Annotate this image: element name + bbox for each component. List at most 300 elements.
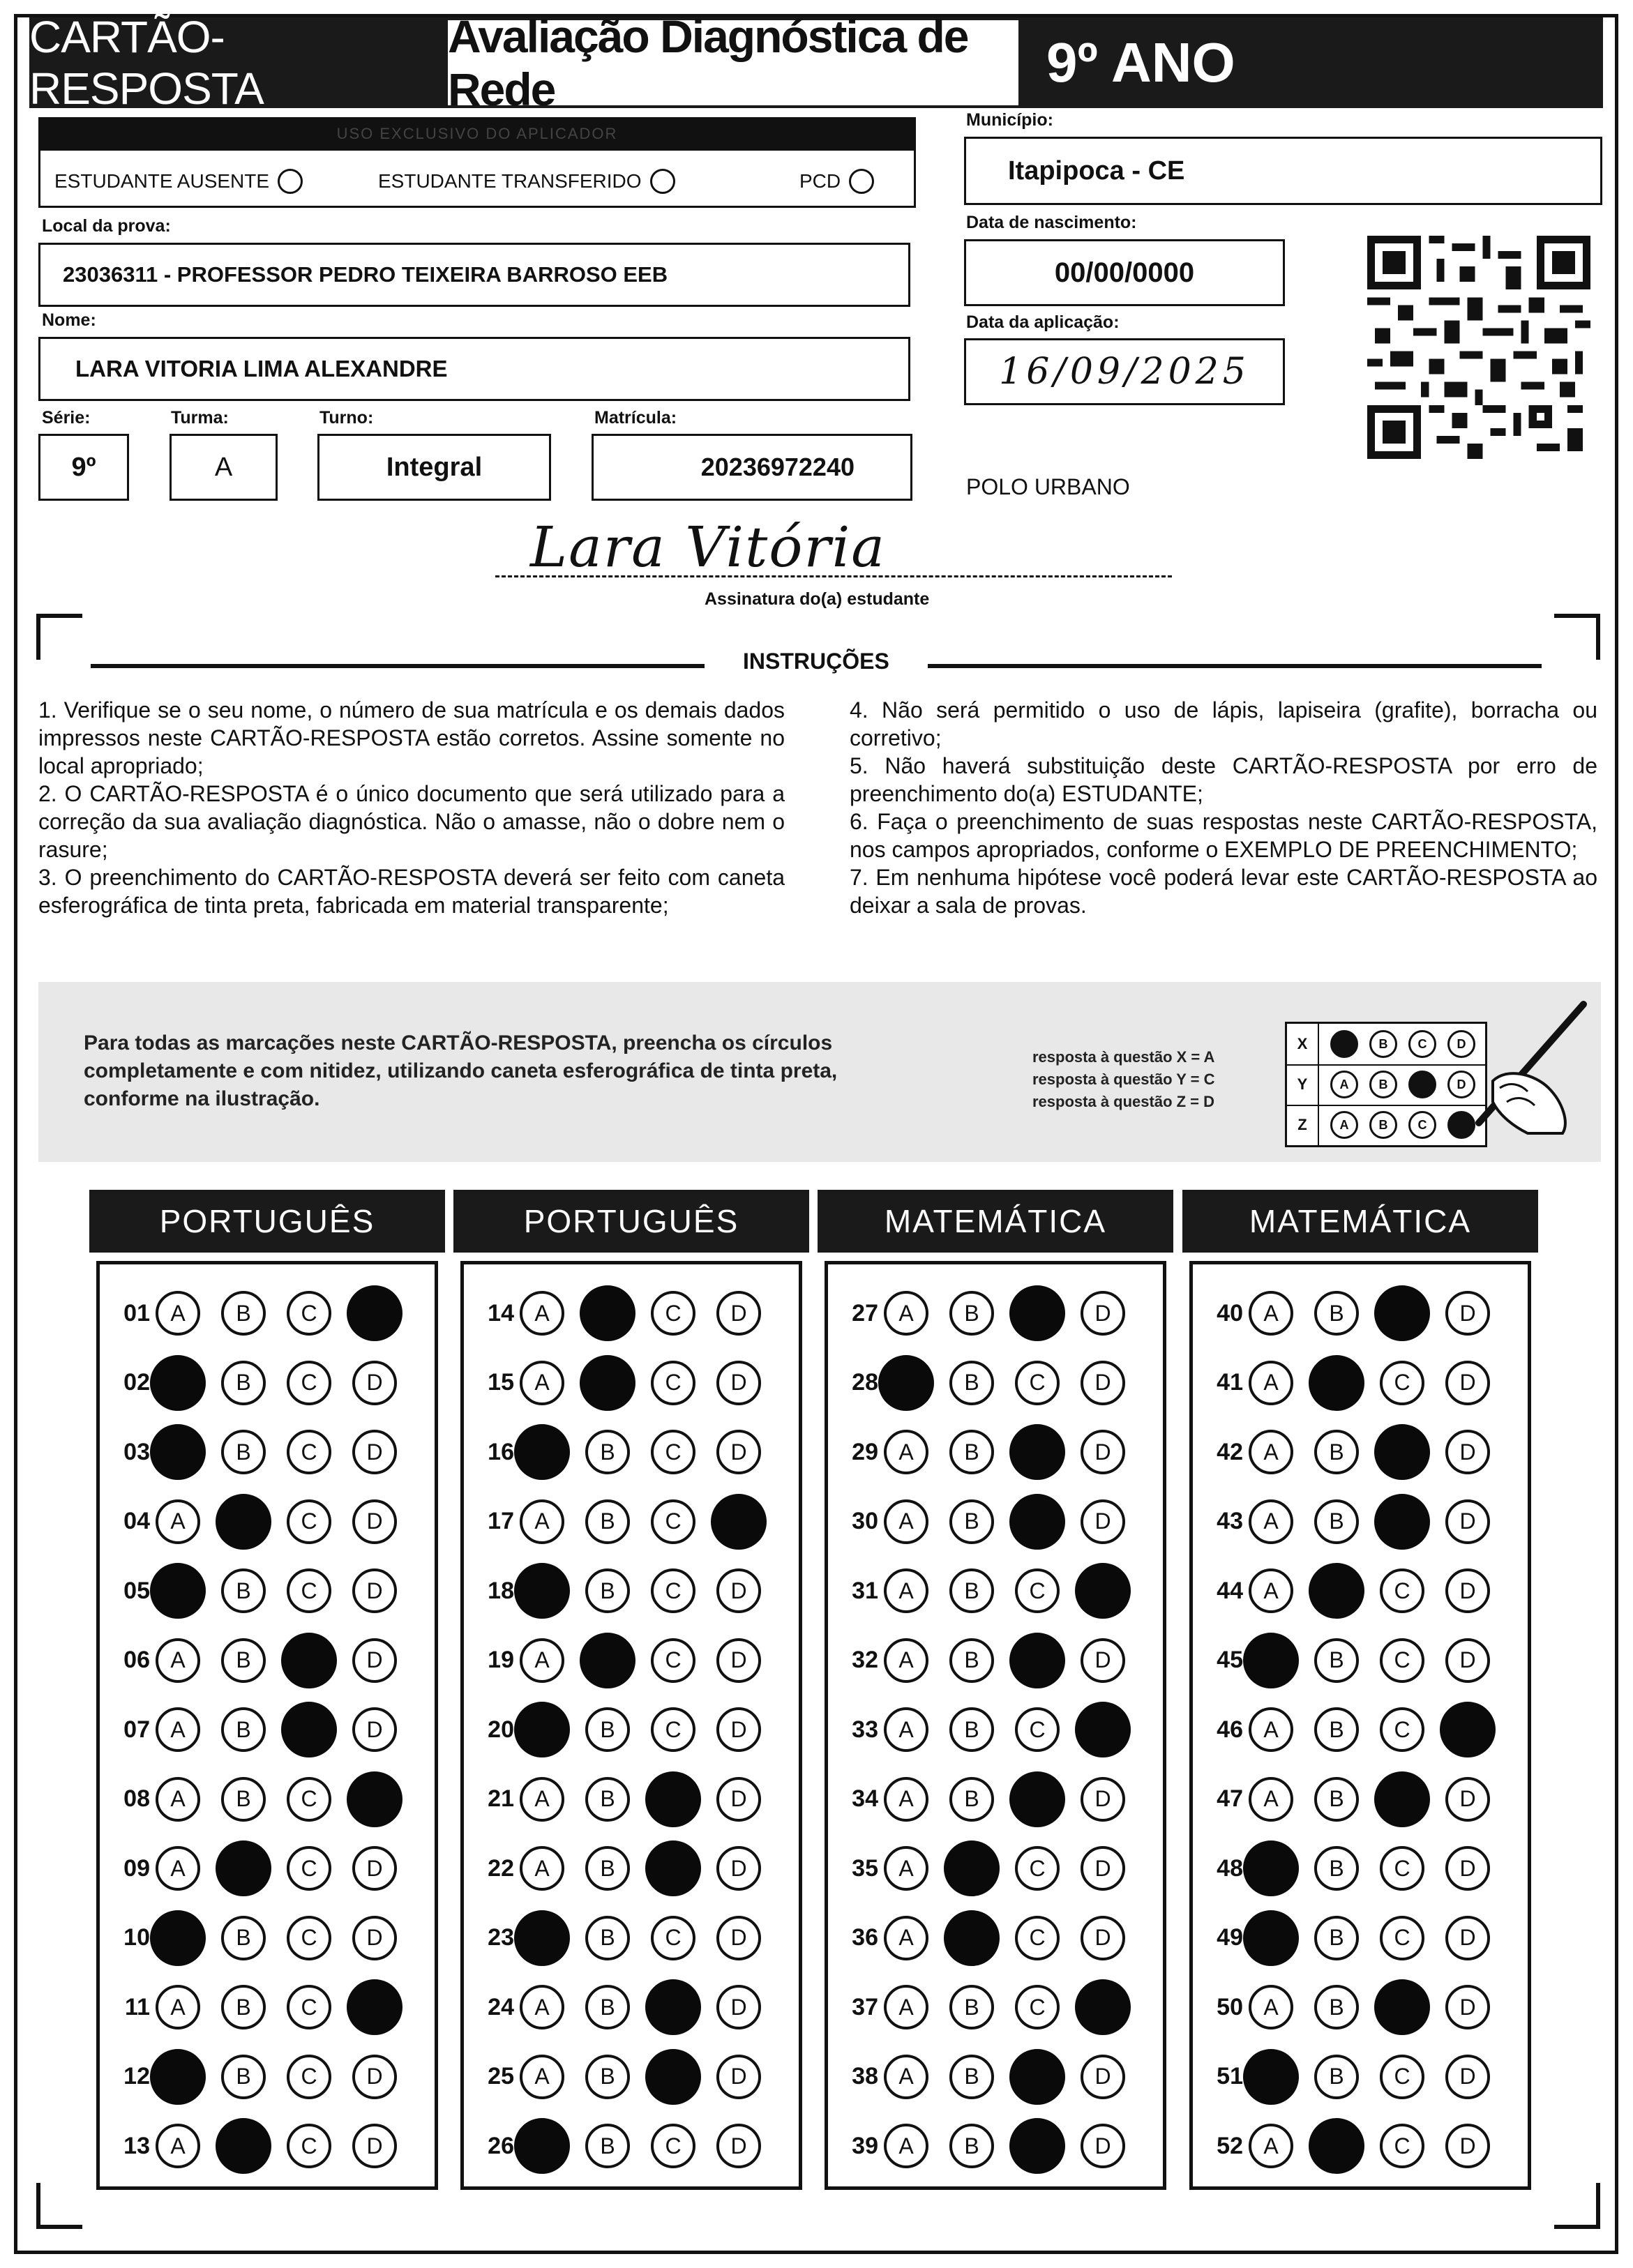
applicator-bar: USO EXCLUSIVO DO APLICADOR — [38, 117, 916, 151]
answer-bubble-filled[interactable] — [580, 1355, 635, 1411]
answer-row — [107, 2111, 397, 2181]
answer-bubble[interactable]: C — [651, 1568, 695, 1613]
answer-bubble[interactable]: C — [287, 1916, 331, 1960]
answer-bubble[interactable]: A — [520, 1846, 564, 1891]
answer-bubble[interactable]: D — [1445, 1846, 1490, 1891]
answer-bubble-filled[interactable] — [281, 1702, 337, 1757]
answer-bubble[interactable]: D — [352, 1361, 397, 1405]
question-number: 23 — [488, 1924, 514, 1951]
answer-bubble[interactable]: A — [156, 1985, 200, 2029]
answer-row — [471, 1903, 761, 1973]
answer-bubble[interactable]: B — [1314, 2055, 1359, 2099]
answer-bubble[interactable]: B — [949, 1361, 994, 1405]
answer-bubble[interactable]: B — [1314, 1846, 1359, 1891]
answer-bubble[interactable]: B — [221, 1361, 266, 1405]
answer-bubble-filled[interactable] — [216, 1494, 271, 1550]
question-number: 12 — [123, 2063, 150, 2089]
answer-bubble[interactable]: A — [1249, 1707, 1293, 1752]
question-number: 40 — [1217, 1299, 1243, 1326]
answer-bubble-filled[interactable] — [1374, 1285, 1430, 1341]
answer-bubble[interactable]: A — [884, 1430, 928, 1474]
answer-bubble[interactable]: D — [716, 1846, 761, 1891]
answer-bubble[interactable]: D — [1445, 1291, 1490, 1336]
answer-bubble[interactable]: C — [287, 1291, 331, 1336]
answer-bubble[interactable]: C — [651, 1291, 695, 1336]
answer-bubble-filled[interactable] — [347, 1771, 402, 1827]
answer-bubble-filled[interactable] — [944, 1910, 1000, 1966]
answer-bubble[interactable]: A — [884, 1777, 928, 1822]
answer-row — [471, 1417, 761, 1487]
answer-bubble[interactable]: C — [651, 1430, 695, 1474]
answer-bubble[interactable]: C — [1380, 1707, 1424, 1752]
answer-bubble-filled[interactable] — [281, 1633, 337, 1688]
answer-bubble[interactable]: D — [352, 2055, 397, 2099]
answer-bubble[interactable]: B — [221, 1707, 266, 1752]
option-absent[interactable] — [54, 169, 303, 194]
answer-bubble[interactable]: A — [520, 1638, 564, 1683]
nome-field: LARA VITORIA LIMA ALEXANDRE — [38, 337, 910, 401]
answer-bubble[interactable]: B — [221, 1430, 266, 1474]
answer-bubble[interactable]: B — [221, 2055, 266, 2099]
instruction-3: 3. O preenchimento do CARTÃO-RESPOSTA deverá ser feito com caneta esferográfica de tinta preta, fabricada em material transparente; — [38, 865, 785, 918]
answer-bubble-filled[interactable] — [1009, 2118, 1065, 2174]
answer-bubble[interactable]: B — [221, 1291, 266, 1336]
answer-bubble[interactable]: A — [520, 1499, 564, 1544]
answer-bubble[interactable]: A — [884, 1916, 928, 1960]
answer-bubble-filled[interactable] — [1009, 2049, 1065, 2105]
answer-bubble[interactable]: D — [1081, 2055, 1125, 2099]
signature-handwriting: Lara Vitória — [530, 515, 886, 580]
answer-row — [1200, 1695, 1490, 1764]
answer-row — [107, 1972, 397, 2042]
answer-bubble[interactable]: A — [156, 1638, 200, 1683]
answer-bubble-filled[interactable] — [711, 1494, 767, 1550]
answer-bubble[interactable]: B — [1314, 1985, 1359, 2029]
answer-bubble[interactable]: D — [1081, 1916, 1125, 1960]
answer-bubble[interactable]: C — [1380, 1846, 1424, 1891]
example-row-key: Z — [1287, 1105, 1319, 1145]
header-exam-title: Avaliação Diagnóstica de Rede — [448, 17, 1018, 108]
example-bubble: C — [1408, 1030, 1436, 1058]
answer-bubble[interactable]: D — [1081, 1430, 1125, 1474]
answer-row — [471, 1834, 761, 1903]
answer-bubble[interactable]: D — [716, 1777, 761, 1822]
answer-bubble[interactable]: B — [949, 1638, 994, 1683]
answer-bubble-filled[interactable] — [1009, 1494, 1065, 1550]
answer-bubble-filled[interactable] — [580, 1285, 635, 1341]
answer-bubble-filled[interactable] — [1243, 1840, 1299, 1896]
answer-bubble[interactable]: C — [651, 1361, 695, 1405]
answer-bubble[interactable]: B — [949, 1430, 994, 1474]
answer-bubble[interactable]: D — [1445, 1777, 1490, 1822]
answer-bubble-filled[interactable] — [1374, 1424, 1430, 1480]
answer-row — [835, 1903, 1125, 1973]
answer-bubble[interactable]: D — [716, 1985, 761, 2029]
answer-bubble[interactable]: D — [1081, 1777, 1125, 1822]
answer-bubble[interactable]: C — [651, 1916, 695, 1960]
example-bubble — [1330, 1030, 1358, 1058]
answer-bubble[interactable]: A — [1249, 1430, 1293, 1474]
answer-bubble[interactable]: C — [1015, 1916, 1060, 1960]
nascimento-label: Data de nascimento: — [966, 213, 1137, 232]
answer-bubble[interactable]: B — [585, 1916, 630, 1960]
answer-bubble[interactable]: B — [1314, 1638, 1359, 1683]
question-number: 10 — [123, 1924, 150, 1951]
answer-row — [835, 1417, 1125, 1487]
answer-bubble[interactable]: D — [1445, 1568, 1490, 1613]
answer-bubble[interactable]: C — [651, 1499, 695, 1544]
answer-bubble-filled[interactable] — [878, 1355, 934, 1411]
answer-bubble[interactable]: D — [352, 1638, 397, 1683]
answer-bubble[interactable]: D — [1445, 1638, 1490, 1683]
answer-bubble[interactable]: B — [585, 1985, 630, 2029]
answer-row — [471, 2042, 761, 2112]
answer-bubble[interactable]: A — [884, 1707, 928, 1752]
question-number: 02 — [123, 1369, 150, 1396]
instruction-1: 1. Verifique se o seu nome, o número de sua matrícula e os demais dados impressos neste CARTÃO-RESPOSTA estão corretos. Assine somente no local apropriado; — [38, 697, 785, 778]
answer-bubble[interactable]: B — [949, 1777, 994, 1822]
answer-bubble[interactable]: C — [1015, 1846, 1060, 1891]
turno-field: Integral — [317, 434, 551, 501]
municipio-field: Itapipoca - CE — [964, 137, 1602, 205]
question-number: 30 — [852, 1508, 878, 1534]
example-legend — [1032, 1046, 1214, 1113]
answer-bubble[interactable]: B — [585, 2124, 630, 2168]
answer-bubble[interactable]: C — [1380, 1361, 1424, 1405]
question-number: 14 — [488, 1299, 514, 1326]
answer-row — [471, 2111, 761, 2181]
question-number: 34 — [852, 1785, 878, 1812]
answer-bubble[interactable]: D — [1445, 1985, 1490, 2029]
question-number: 03 — [123, 1438, 150, 1465]
answer-bubble[interactable]: C — [287, 1361, 331, 1405]
answer-row — [1200, 1764, 1490, 1834]
answer-bubble[interactable]: B — [1314, 1430, 1359, 1474]
answer-bubble[interactable]: A — [884, 2055, 928, 2099]
answer-bubble-filled[interactable] — [1075, 1563, 1131, 1619]
answer-bubble-filled[interactable] — [645, 1771, 701, 1827]
option-absent-circle[interactable] — [278, 169, 303, 194]
answer-bubble[interactable]: C — [287, 1777, 331, 1822]
instructions-heading — [91, 649, 1542, 676]
answer-bubble[interactable]: C — [651, 1707, 695, 1752]
answer-bubble[interactable]: D — [1445, 2055, 1490, 2099]
signature-line — [495, 575, 1172, 577]
question-number: 43 — [1217, 1508, 1243, 1534]
aplicacao-field: 16/09/2025 — [964, 338, 1285, 405]
answer-column — [96, 1261, 438, 2190]
answer-bubble[interactable]: D — [352, 1707, 397, 1752]
answer-bubble[interactable]: B — [221, 1916, 266, 1960]
answer-row — [107, 1764, 397, 1834]
answer-row — [107, 1834, 397, 1903]
answer-bubble[interactable]: D — [716, 1638, 761, 1683]
answer-bubble[interactable]: C — [1380, 1568, 1424, 1613]
instructions-left — [38, 696, 785, 919]
answer-bubble[interactable]: B — [949, 1707, 994, 1752]
answer-bubble[interactable]: B — [585, 2055, 630, 2099]
option-pcd[interactable] — [799, 169, 874, 194]
option-transferred-label: ESTUDANTE TRANSFERIDO — [378, 170, 642, 192]
answer-row — [835, 1972, 1125, 2042]
answer-bubble-filled[interactable] — [1009, 1633, 1065, 1688]
answer-bubble-filled[interactable] — [944, 1840, 1000, 1896]
question-number: 37 — [852, 1993, 878, 2020]
qr-code — [1367, 236, 1590, 459]
answer-bubble-filled[interactable] — [1309, 1563, 1364, 1619]
answer-bubble-filled[interactable] — [1374, 1979, 1430, 2035]
answer-bubble[interactable]: C — [287, 1985, 331, 2029]
answer-bubble[interactable]: A — [520, 1777, 564, 1822]
answer-bubble-filled[interactable] — [514, 1563, 570, 1619]
answer-bubble[interactable]: A — [884, 1638, 928, 1683]
answer-bubble[interactable]: B — [949, 1568, 994, 1613]
answer-bubble-filled[interactable] — [150, 1563, 206, 1619]
instructions-title: INSTRUÇÕES — [743, 649, 889, 674]
answer-bubble[interactable]: C — [1015, 1568, 1060, 1613]
answer-bubble[interactable]: C — [287, 2124, 331, 2168]
answer-bubble[interactable]: D — [1081, 1638, 1125, 1683]
answer-row — [1200, 1487, 1490, 1557]
answer-bubble-filled[interactable] — [1374, 1771, 1430, 1827]
header-grade: 9º ANO — [1018, 17, 1603, 108]
answer-bubble[interactable]: A — [156, 1777, 200, 1822]
answer-bubble-filled[interactable] — [1309, 2118, 1364, 2174]
answer-bubble[interactable]: B — [949, 2124, 994, 2168]
answer-bubble[interactable]: D — [352, 1568, 397, 1613]
answer-bubble[interactable]: D — [1081, 2124, 1125, 2168]
answer-bubble-filled[interactable] — [514, 1424, 570, 1480]
answer-bubble[interactable]: C — [287, 1430, 331, 1474]
header-card-title: CARTÃO-RESPOSTA — [29, 17, 448, 108]
answer-bubble[interactable]: A — [520, 1361, 564, 1405]
answer-bubble[interactable]: C — [1015, 1707, 1060, 1752]
answer-bubble-filled[interactable] — [514, 2118, 570, 2174]
question-number: 04 — [123, 1508, 150, 1534]
answer-bubble[interactable]: D — [1445, 1916, 1490, 1960]
answer-bubble[interactable]: A — [884, 1291, 928, 1336]
answer-bubble-filled[interactable] — [1243, 1633, 1299, 1688]
answer-bubble-filled[interactable] — [514, 1910, 570, 1966]
instruction-7: 7. Em nenhuma hipótese você poderá levar este CARTÃO-RESPOSTA ao deixar a sala de provas. — [850, 865, 1597, 918]
answer-bubble[interactable]: C — [1380, 1916, 1424, 1960]
answer-bubble[interactable]: B — [1314, 1916, 1359, 1960]
answer-bubble[interactable]: D — [352, 2124, 397, 2168]
answer-bubble[interactable]: D — [716, 1568, 761, 1613]
answer-bubble[interactable]: D — [1081, 1499, 1125, 1544]
answer-bubble[interactable]: A — [884, 2124, 928, 2168]
answer-bubble[interactable]: D — [1445, 1361, 1490, 1405]
answer-bubble[interactable]: C — [1015, 1985, 1060, 2029]
answer-bubble[interactable]: B — [949, 1499, 994, 1544]
question-number: 08 — [123, 1785, 150, 1812]
answer-bubble[interactable]: A — [1249, 1985, 1293, 2029]
answer-bubble[interactable]: A — [520, 1291, 564, 1336]
question-number: 17 — [488, 1508, 514, 1534]
option-pcd-circle[interactable] — [849, 169, 874, 194]
answer-bubble[interactable]: A — [520, 1985, 564, 2029]
answer-bubble[interactable]: D — [716, 1916, 761, 1960]
question-number: 42 — [1217, 1438, 1243, 1465]
answer-bubble[interactable]: A — [156, 1846, 200, 1891]
answer-row — [107, 1487, 397, 1557]
answer-bubble[interactable]: B — [585, 1568, 630, 1613]
answer-bubble-filled[interactable] — [1243, 2049, 1299, 2105]
answer-bubble-filled[interactable] — [1075, 1702, 1131, 1757]
answer-bubble-filled[interactable] — [216, 2118, 271, 2174]
answer-row — [835, 1556, 1125, 1626]
answer-row — [1200, 1348, 1490, 1418]
answer-bubble-filled[interactable] — [150, 1355, 206, 1411]
municipio-label: Município: — [966, 110, 1053, 130]
answer-bubble[interactable]: C — [651, 1638, 695, 1683]
option-transferred-circle[interactable] — [650, 169, 675, 194]
answer-bubble[interactable]: B — [585, 1707, 630, 1752]
answer-row — [471, 1278, 761, 1348]
answer-bubble[interactable]: D — [1081, 1846, 1125, 1891]
answer-bubble[interactable]: B — [949, 1985, 994, 2029]
question-number: 49 — [1217, 1924, 1243, 1951]
answer-bubble[interactable]: C — [1380, 1638, 1424, 1683]
option-transferred[interactable] — [378, 169, 675, 194]
answer-bubble[interactable]: A — [156, 2124, 200, 2168]
answer-bubble[interactable]: C — [287, 1846, 331, 1891]
answer-bubble-filled[interactable] — [150, 1910, 206, 1966]
answer-bubble[interactable]: D — [352, 1846, 397, 1891]
answer-row — [107, 1903, 397, 1973]
answer-bubble[interactable]: D — [1445, 1499, 1490, 1544]
answer-bubble[interactable]: A — [1249, 1568, 1293, 1613]
answer-bubble[interactable]: B — [585, 1777, 630, 1822]
answer-bubble[interactable]: A — [1249, 1291, 1293, 1336]
answer-bubble[interactable]: A — [1249, 1777, 1293, 1822]
answer-bubble-filled[interactable] — [1009, 1771, 1065, 1827]
answer-bubble[interactable]: B — [585, 1430, 630, 1474]
question-number: 52 — [1217, 2132, 1243, 2159]
answer-bubble[interactable]: A — [520, 2055, 564, 2099]
answer-bubble[interactable]: B — [221, 1777, 266, 1822]
answer-bubble[interactable]: A — [1249, 1499, 1293, 1544]
answer-bubble-filled[interactable] — [645, 1979, 701, 2035]
answer-bubble[interactable]: B — [1314, 1499, 1359, 1544]
answer-bubble[interactable]: A — [1249, 1361, 1293, 1405]
question-number: 15 — [488, 1369, 514, 1396]
answer-bubble-filled[interactable] — [580, 1633, 635, 1688]
answer-bubble[interactable]: B — [221, 1985, 266, 2029]
answer-bubble-filled[interactable] — [1075, 1979, 1131, 2035]
answer-bubble[interactable]: D — [1445, 1430, 1490, 1474]
answer-bubble-filled[interactable] — [645, 1840, 701, 1896]
answer-bubble[interactable]: A — [884, 1846, 928, 1891]
answer-bubble[interactable]: B — [949, 1291, 994, 1336]
answer-bubble[interactable]: C — [1380, 2124, 1424, 2168]
answer-bubble-filled[interactable] — [150, 1424, 206, 1480]
answer-bubble[interactable]: D — [1445, 2124, 1490, 2168]
instructions-right — [850, 696, 1597, 919]
example-bubble: B — [1369, 1030, 1397, 1058]
question-number: 45 — [1217, 1647, 1243, 1673]
answer-bubble-filled[interactable] — [347, 1979, 402, 2035]
instruction-5: 5. Não haverá substituição deste CARTÃO-RESPOSTA por erro de preenchimento do(a) ESTUDANTE; — [850, 753, 1597, 806]
answer-row — [835, 1626, 1125, 1695]
answer-bubble[interactable]: B — [585, 1499, 630, 1544]
answer-bubble[interactable]: A — [156, 1291, 200, 1336]
answer-bubble-filled[interactable] — [1374, 1494, 1430, 1550]
column-header: MATEMÁTICA — [818, 1190, 1173, 1253]
instruction-2: 2. O CARTÃO-RESPOSTA é o único documento que será utilizado para a correção da sua avaliação diagnóstica. Não o amasse, não o dobre nem o rasure; — [38, 781, 785, 862]
answer-bubble-filled[interactable] — [1009, 1285, 1065, 1341]
answer-bubble[interactable]: A — [884, 1499, 928, 1544]
answer-bubble[interactable]: B — [1314, 1291, 1359, 1336]
answer-bubble[interactable]: D — [716, 2124, 761, 2168]
answer-row — [471, 1764, 761, 1834]
answer-bubble[interactable]: D — [352, 1916, 397, 1960]
answer-bubble[interactable]: B — [949, 2055, 994, 2099]
question-number: 25 — [488, 2063, 514, 2089]
answer-bubble[interactable]: C — [287, 1568, 331, 1613]
turno-label: Turno: — [319, 408, 374, 428]
answer-bubble[interactable]: B — [585, 1846, 630, 1891]
answer-bubble[interactable]: B — [221, 1568, 266, 1613]
answer-bubble[interactable]: D — [716, 1291, 761, 1336]
answer-bubble[interactable]: C — [1380, 2055, 1424, 2099]
answer-row — [471, 1487, 761, 1557]
answer-bubble[interactable]: A — [156, 1499, 200, 1544]
answer-bubble[interactable]: D — [716, 1707, 761, 1752]
question-number: 39 — [852, 2132, 878, 2159]
answer-bubble[interactable]: B — [1314, 1777, 1359, 1822]
answer-bubble[interactable]: A — [156, 1707, 200, 1752]
answer-bubble-filled[interactable] — [216, 1840, 271, 1896]
question-number: 41 — [1217, 1369, 1243, 1396]
matricula-field: 20236972240 — [592, 434, 912, 501]
answer-bubble[interactable]: C — [287, 2055, 331, 2099]
answer-bubble-filled[interactable] — [150, 2049, 206, 2105]
answer-bubble[interactable]: D — [716, 1361, 761, 1405]
answer-bubble-filled[interactable] — [645, 2049, 701, 2105]
answer-bubble[interactable]: C — [651, 2124, 695, 2168]
answer-bubble[interactable]: B — [221, 1638, 266, 1683]
question-number: 31 — [852, 1577, 878, 1604]
answer-column — [1189, 1261, 1531, 2190]
answer-bubble[interactable]: D — [1081, 1361, 1125, 1405]
answer-row — [835, 2042, 1125, 2112]
answer-bubble-filled[interactable] — [1243, 1910, 1299, 1966]
example-legend-y: resposta à questão Y = C — [1032, 1071, 1215, 1088]
answer-bubble[interactable]: B — [1314, 1707, 1359, 1752]
column-header: MATEMÁTICA — [1182, 1190, 1538, 1253]
answer-bubble[interactable]: A — [884, 1568, 928, 1613]
answer-bubble[interactable]: C — [1015, 1361, 1060, 1405]
question-number: 05 — [123, 1577, 150, 1604]
answer-bubble[interactable]: D — [716, 1430, 761, 1474]
question-number: 35 — [852, 1854, 878, 1882]
instruction-6: 6. Faça o preenchimento de suas respostas neste CARTÃO-RESPOSTA, nos campos apropriados, conforme o EXEMPLO DE PREENCHIMENTO; — [850, 809, 1597, 862]
answer-bubble-filled[interactable] — [1009, 1424, 1065, 1480]
question-number: 01 — [123, 1299, 150, 1326]
answer-bubble-filled[interactable] — [1309, 1355, 1364, 1411]
answer-bubble[interactable]: C — [287, 1499, 331, 1544]
answer-bubble-filled[interactable] — [1440, 1702, 1496, 1757]
answer-bubble[interactable]: D — [716, 2055, 761, 2099]
answer-bubble-filled[interactable] — [347, 1285, 402, 1341]
answer-bubble[interactable]: D — [352, 1430, 397, 1474]
answer-bubble[interactable]: D — [352, 1499, 397, 1544]
answer-bubble[interactable]: A — [884, 1985, 928, 2029]
answer-bubble[interactable]: D — [1081, 1291, 1125, 1336]
answer-bubble-filled[interactable] — [514, 1702, 570, 1757]
answer-bubble[interactable]: A — [1249, 2124, 1293, 2168]
